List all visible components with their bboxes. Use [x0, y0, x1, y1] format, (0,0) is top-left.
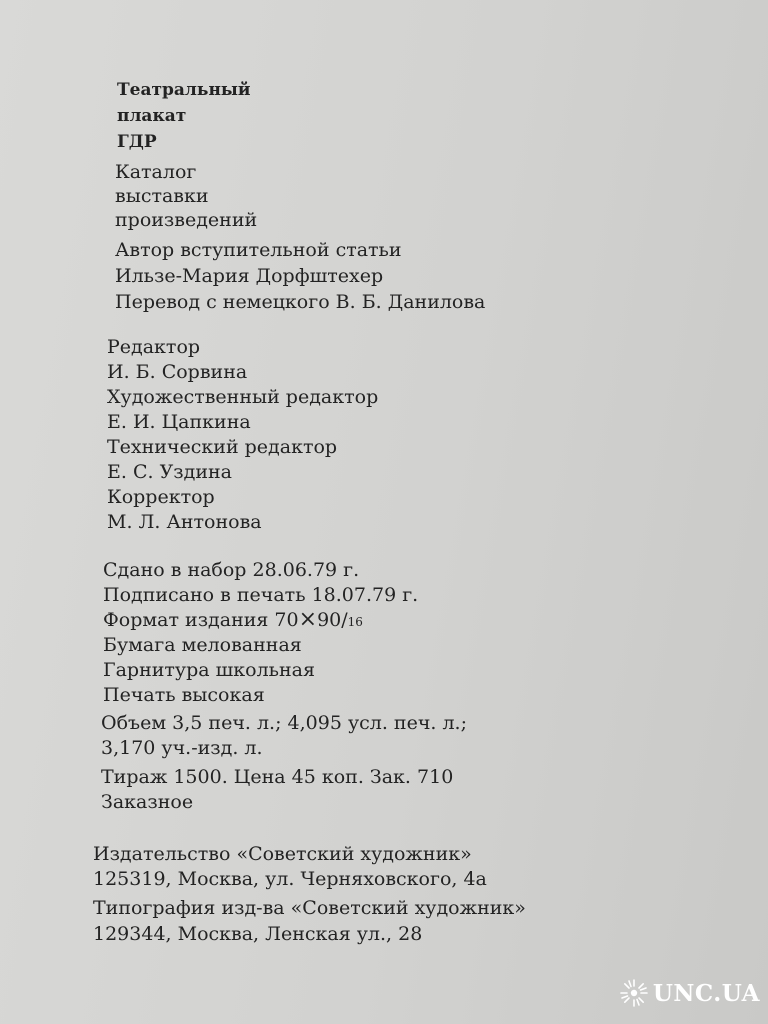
catalog-line-1: Каталог	[115, 161, 197, 183]
watermark	[619, 978, 760, 1008]
paper-type: Бумага мелованная	[103, 634, 302, 656]
staff-line-6: Е. С. Уздина	[107, 461, 233, 483]
format-prefix: Формат издания 70	[103, 609, 299, 631]
author-line-2: Ильзе-Мария Дорфштехер	[115, 265, 384, 287]
printer-address: 129344, Москва, Ленская ул., 28	[93, 923, 423, 945]
author-line-1: Автор вступительной статьи	[115, 239, 402, 261]
title-line-2: плакат	[117, 106, 187, 126]
staff-line-2: И. Б. Сорвина	[107, 361, 248, 383]
typeset-date: Сдано в набор 28.06.79 г.	[103, 559, 360, 581]
watermark-text: UNC.UA	[652, 979, 760, 1007]
format-16: 16	[347, 615, 363, 629]
format-90: 90/	[317, 609, 348, 631]
print-method: Печать высокая	[103, 684, 265, 706]
staff-line-5: Технический редактор	[107, 436, 338, 458]
staff-line-7: Корректор	[107, 486, 215, 508]
catalog-line-3: произведений	[115, 209, 258, 231]
print-format	[103, 608, 363, 634]
print-run: Тираж 1500. Цена 45 коп. Зак. 710	[101, 766, 454, 788]
sunburst-icon	[619, 978, 649, 1008]
typeface: Гарнитура школьная	[103, 659, 315, 681]
staff-line-3: Художественный редактор	[107, 386, 379, 408]
staff-line-4: Е. И. Цапкина	[107, 411, 251, 433]
format-times: ×	[298, 607, 318, 632]
publisher-address: 125319, Москва, ул. Черняховского, 4а	[93, 868, 487, 890]
publisher-name: Издательство «Советский художник»	[93, 843, 472, 865]
title-line-1: Театральный	[117, 80, 251, 100]
order-type: Заказное	[101, 791, 194, 813]
signed-date: Подписано в печать 18.07.79 г.	[103, 584, 419, 606]
volume-line-2: 3,170 уч.-изд. л.	[101, 737, 263, 759]
staff-line-8: М. Л. Антонова	[107, 511, 262, 533]
catalog-line-2: выставки	[115, 185, 209, 207]
volume-line-1: Объем 3,5 печ. л.; 4,095 усл. печ. л.;	[101, 712, 467, 734]
printer-name: Типография изд-ва «Советский художник»	[93, 897, 526, 919]
title-line-3: ГДР	[117, 132, 157, 152]
author-line-3: Перевод с немецкого В. Б. Данилова	[115, 291, 486, 313]
staff-line-1: Редактор	[107, 336, 201, 358]
